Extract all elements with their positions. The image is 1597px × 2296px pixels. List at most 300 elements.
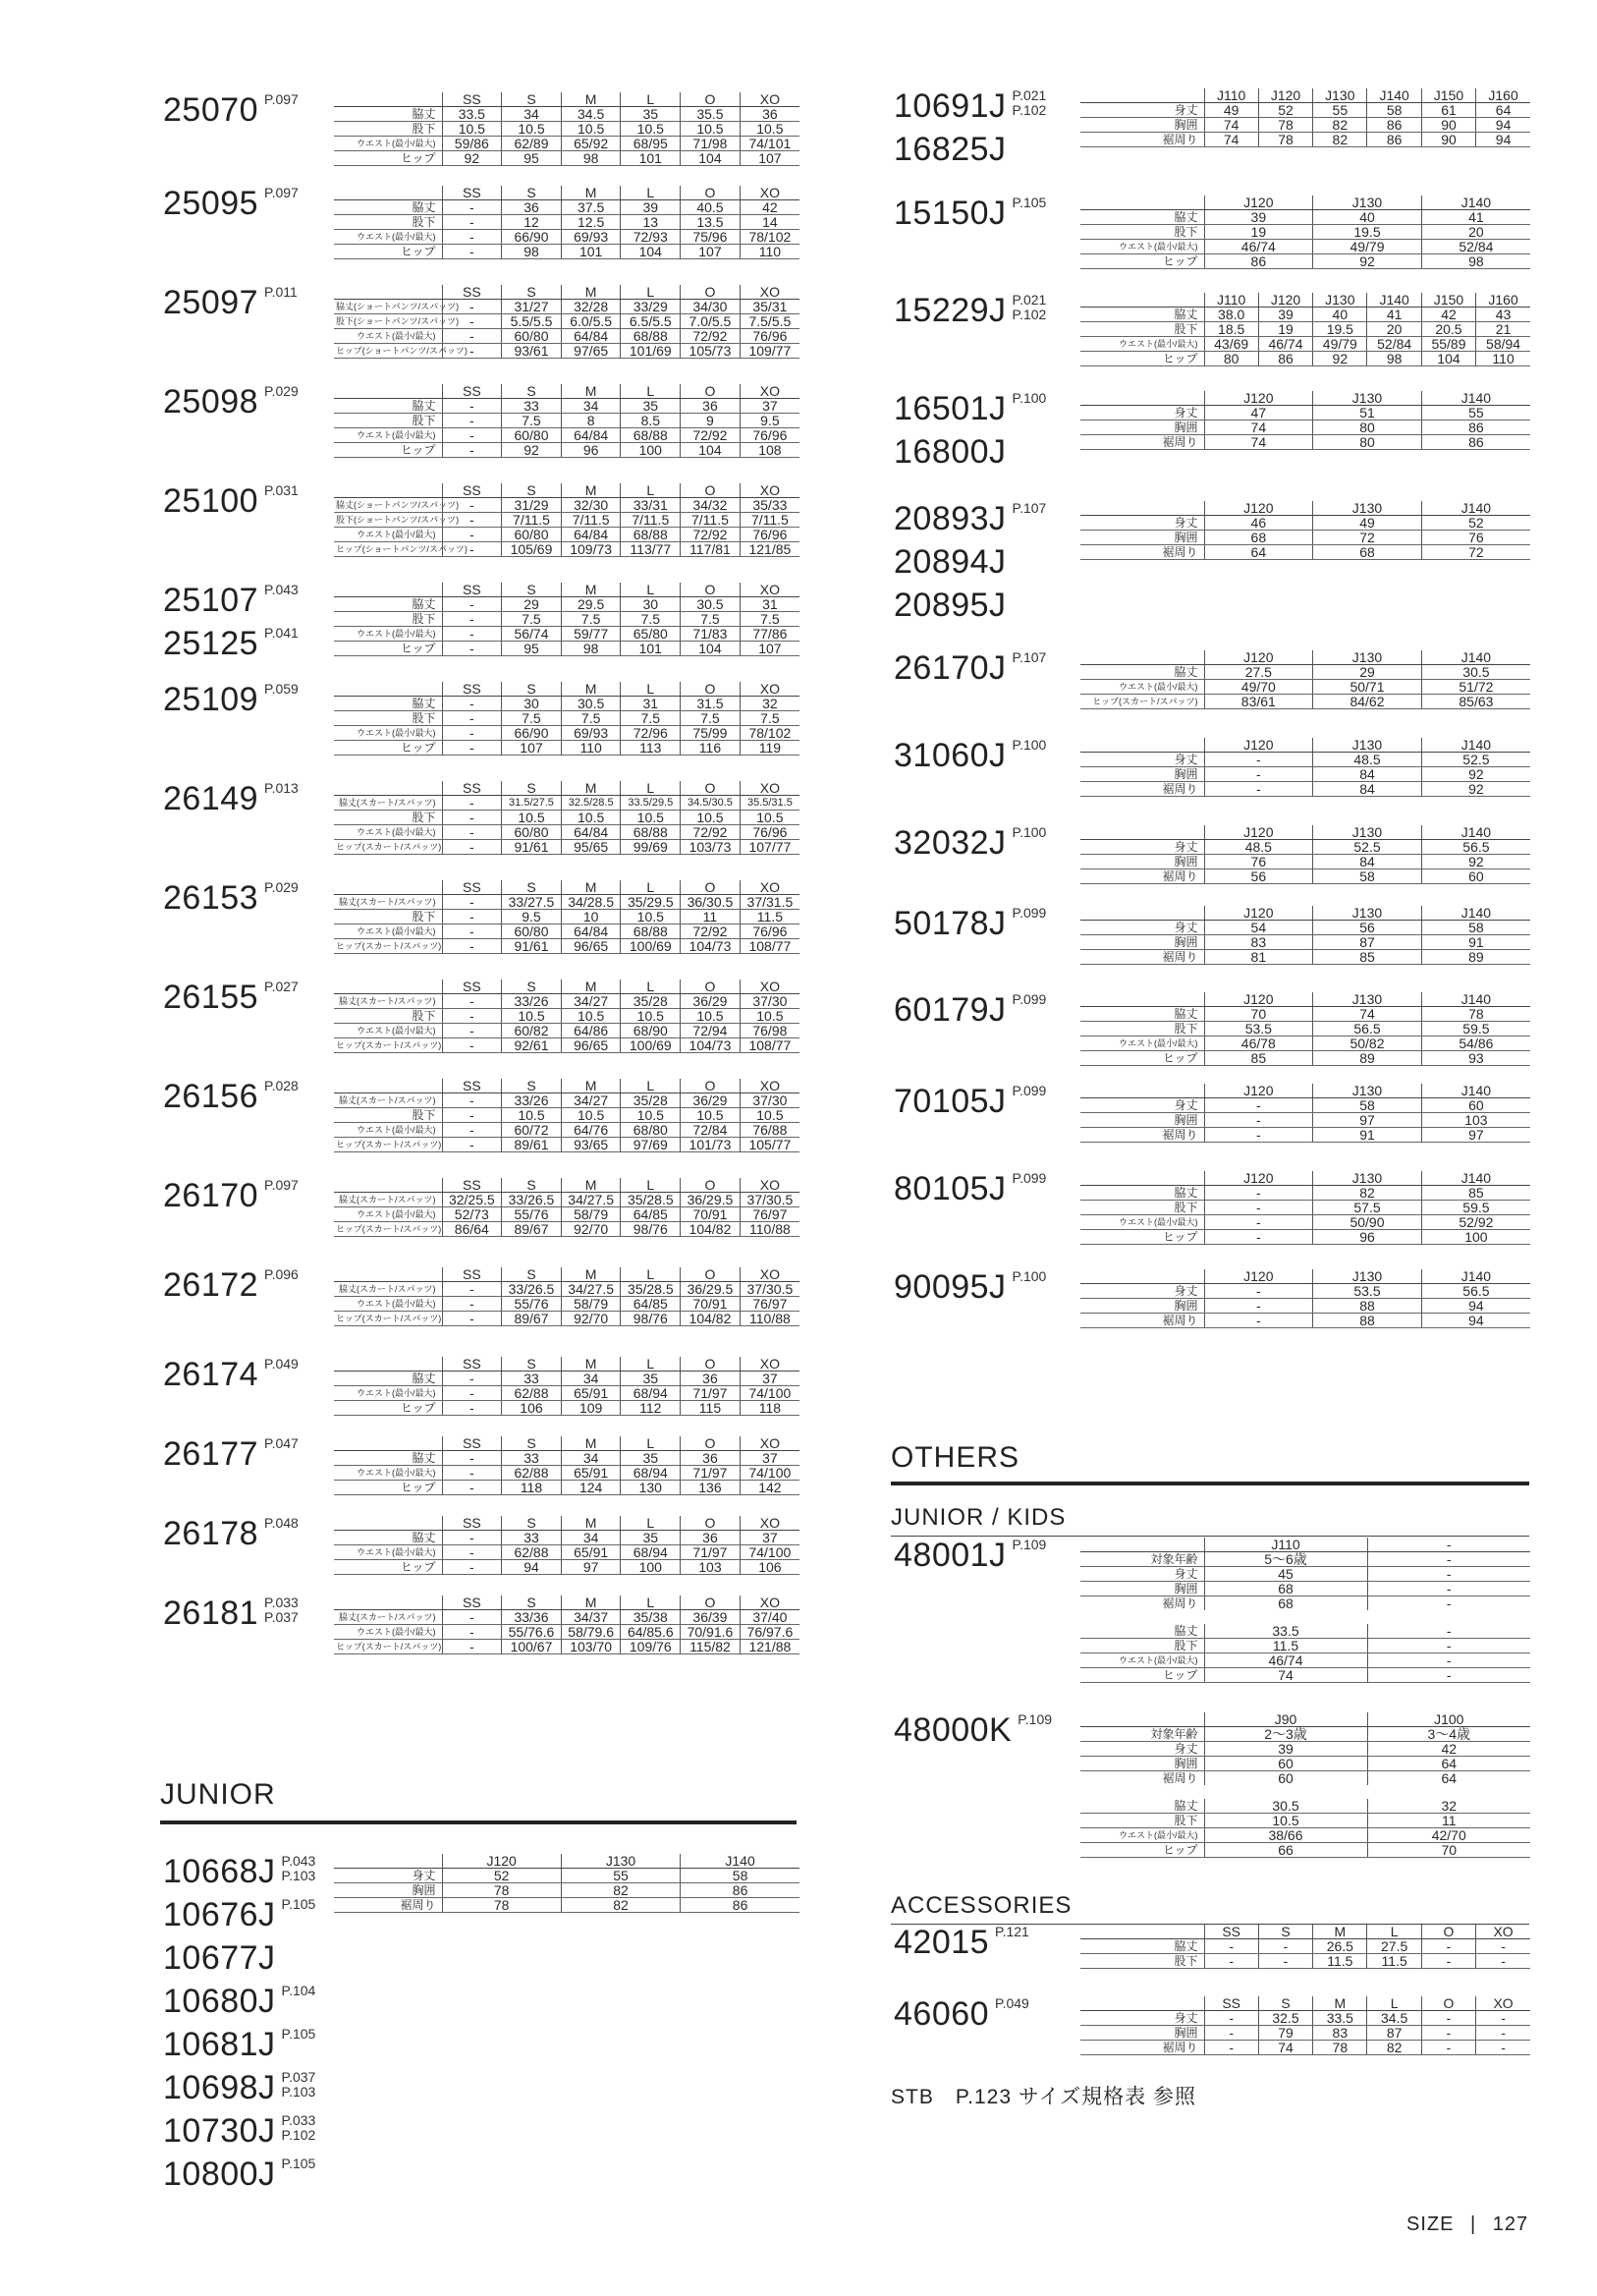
product-code: 10730J xyxy=(163,2112,276,2150)
size-header-cell: J140 xyxy=(1421,906,1530,921)
measurement-label: 対象年齢 xyxy=(1080,1727,1204,1742)
product-code: 25125 xyxy=(163,625,259,662)
measurement-value: 97/69 xyxy=(621,1138,681,1152)
measurement-row xyxy=(1080,935,1530,950)
measurement-value: 56/74 xyxy=(502,627,562,642)
measurement-value: 121/85 xyxy=(740,542,799,557)
page-reference-group xyxy=(264,1596,299,1625)
page-reference-group xyxy=(1013,825,1047,840)
measurement-value: 107 xyxy=(681,245,741,259)
measurement-value: 7.5 xyxy=(502,711,562,726)
measurement-value: 118 xyxy=(740,1401,799,1416)
measurement-value: 50/90 xyxy=(1313,1215,1422,1230)
measurement-value: 9.5 xyxy=(740,414,799,428)
product-code: 26149 xyxy=(163,780,259,817)
measurement-value: - xyxy=(442,1401,502,1416)
measurement-value: 90 xyxy=(1421,133,1475,147)
product-code-line xyxy=(163,1938,315,1982)
page-reference-group xyxy=(264,384,299,399)
product-code: 48001J xyxy=(894,1537,1007,1574)
measurement-value: 75/96 xyxy=(681,230,741,245)
measurement-value: 104/73 xyxy=(681,939,741,954)
size-header-row xyxy=(1080,1925,1530,1939)
measurement-label: 股下 xyxy=(1080,1814,1204,1828)
size-header-cell: J140 xyxy=(1421,738,1530,753)
measurement-value: - xyxy=(442,443,502,458)
product-code: 26177 xyxy=(163,1435,259,1473)
size-table xyxy=(334,1436,799,1495)
size-header-cell: J110 xyxy=(1204,293,1258,308)
size-header-cell: L xyxy=(621,781,681,796)
measurement-value: 93/65 xyxy=(561,1138,621,1152)
size-header-cell: O xyxy=(681,1079,741,1093)
size-header-cell: J140 xyxy=(1421,196,1530,210)
measurement-label: 脇丈(スカート/スパッツ) xyxy=(334,1282,442,1297)
size-header-cell: L xyxy=(621,1267,681,1282)
measurement-value: 75/99 xyxy=(681,726,741,741)
measurement-value: 103 xyxy=(681,1560,741,1575)
product-code-line xyxy=(894,194,1046,237)
measurement-value: - xyxy=(442,1625,502,1640)
measurement-value: 41 xyxy=(1367,308,1421,322)
header-spacer xyxy=(1080,196,1204,210)
product-code-line xyxy=(163,1265,299,1309)
measurement-row xyxy=(1080,869,1530,884)
size-header-cell: J110 xyxy=(1204,1538,1367,1552)
measurement-value: 78/102 xyxy=(740,726,799,741)
measurement-row xyxy=(334,1481,799,1495)
section-rule-others xyxy=(891,1482,1529,1485)
measurement-row xyxy=(334,329,799,344)
measurement-label: 胸囲 xyxy=(1080,935,1204,950)
measurement-value: - xyxy=(1258,1954,1312,1969)
measurement-value: 42 xyxy=(1367,1742,1530,1757)
product-code-line xyxy=(894,1536,1046,1579)
header-spacer xyxy=(334,583,442,597)
measurement-value: 34/27.5 xyxy=(561,1193,621,1207)
measurement-value: 100 xyxy=(621,1560,681,1575)
measurement-label: ヒップ xyxy=(1080,352,1204,366)
measurement-value: 10.5 xyxy=(621,1009,681,1024)
measurement-value: 46/78 xyxy=(1204,1036,1313,1051)
size-header-cell: L xyxy=(621,186,681,200)
size-header-cell: J120 xyxy=(1258,293,1312,308)
section-title-junior-kids: JUNIOR / KIDS xyxy=(891,1504,1067,1531)
measurement-value: 46/74 xyxy=(1204,240,1313,254)
measurement-value: 9 xyxy=(681,414,741,428)
measurement-row xyxy=(1080,2041,1530,2055)
measurement-row xyxy=(1080,337,1530,352)
measurement-row xyxy=(1080,695,1530,709)
measurement-value: 36/29 xyxy=(681,994,741,1009)
size-header-cell: O xyxy=(681,186,741,200)
measurement-value: 50/71 xyxy=(1313,680,1422,695)
product-code-line xyxy=(163,1895,315,1938)
size-header-cell: S xyxy=(502,781,562,796)
size-header-cell: L xyxy=(1367,1996,1421,2011)
header-spacer xyxy=(334,1178,442,1193)
measurement-value: - xyxy=(1204,1314,1313,1328)
measurement-label: ヒップ(スカート/スパッツ) xyxy=(334,840,442,855)
product-code-line xyxy=(163,2025,315,2068)
size-header-cell: J140 xyxy=(1421,992,1530,1007)
size-header-cell: SS xyxy=(1204,1996,1258,2011)
measurement-value: 33.5 xyxy=(1204,1617,1367,1639)
measurement-label: 脇丈 xyxy=(334,1451,442,1466)
measurement-value: 109 xyxy=(561,1401,621,1416)
measurement-value: 52.5 xyxy=(1421,753,1530,767)
measurement-value: 87 xyxy=(1367,2026,1421,2041)
measurement-value: - xyxy=(1367,1668,1530,1683)
measurement-value: - xyxy=(442,245,502,259)
measurement-row xyxy=(334,1138,799,1152)
measurement-value: 108/77 xyxy=(740,1038,799,1053)
measurement-value: - xyxy=(1421,2026,1475,2041)
measurement-row xyxy=(334,399,799,414)
measurement-row xyxy=(1080,1036,1530,1051)
size-header-cell: J90 xyxy=(1204,1712,1367,1727)
product-code-line xyxy=(163,878,299,922)
measurement-value: 117/81 xyxy=(681,542,741,557)
measurement-value: - xyxy=(442,1038,502,1053)
measurement-value: 21 xyxy=(1476,322,1530,337)
size-header-cell: SS xyxy=(1204,1925,1258,1939)
measurement-label: ヒップ(スカート/スパッツ) xyxy=(334,1222,442,1237)
measurement-value: 51/72 xyxy=(1421,680,1530,695)
product-code-line xyxy=(163,2111,315,2155)
measurement-label: 裾周り xyxy=(1080,1128,1204,1143)
measurement-row xyxy=(1080,1215,1530,1230)
product-code: 25100 xyxy=(163,482,259,520)
measurement-row xyxy=(334,1401,799,1416)
measurement-row xyxy=(334,1466,799,1481)
product-code: 16825J xyxy=(894,131,1007,168)
measurement-label: ヒップ(スカート/スパッツ) xyxy=(334,1312,442,1326)
size-header-cell: O xyxy=(681,682,741,697)
measurement-value: 37/30 xyxy=(740,1093,799,1108)
size-header-cell: O xyxy=(681,1596,741,1610)
measurement-value: - xyxy=(1367,1639,1530,1653)
product-code: 90095J xyxy=(894,1268,1007,1306)
size-header-cell: M xyxy=(561,1436,621,1451)
measurement-row xyxy=(1080,1939,1530,1954)
page-reference-group xyxy=(264,980,299,994)
measurement-value: 31.5/27.5 xyxy=(502,796,562,811)
measurement-label: 股下 xyxy=(1080,1201,1204,1215)
size-header-cell: L xyxy=(621,92,681,107)
product-code: 70105J xyxy=(894,1083,1007,1120)
page-reference-group xyxy=(282,1984,316,1998)
size-table xyxy=(1080,1084,1530,1143)
measurement-row xyxy=(1080,1668,1530,1683)
product-code-line xyxy=(163,283,298,326)
measurement-row xyxy=(1080,133,1530,147)
size-header-row xyxy=(334,1267,799,1282)
header-spacer xyxy=(334,1079,442,1093)
measurement-row xyxy=(1080,2026,1530,2041)
size-header-cell: J130 xyxy=(1313,1171,1422,1186)
page-reference: P.043 xyxy=(264,582,299,597)
product-code-group xyxy=(894,194,1046,237)
measurement-row xyxy=(1080,1639,1530,1653)
measurement-value: - xyxy=(442,1297,502,1312)
measurement-value: 70 xyxy=(1204,1007,1313,1022)
size-header-cell: XO xyxy=(1476,1925,1530,1939)
size-table xyxy=(1080,1538,1530,1683)
measurement-value: - xyxy=(442,428,502,443)
measurement-value: 36/29.5 xyxy=(681,1282,741,1297)
header-spacer xyxy=(334,682,442,697)
measurement-label: ヒップ xyxy=(334,1560,442,1575)
product-code: 80105J xyxy=(894,1170,1007,1207)
measurement-label: 胸囲 xyxy=(1080,1299,1204,1314)
measurement-value: 60/72 xyxy=(502,1123,562,1138)
measurement-value: - xyxy=(1204,1230,1313,1245)
measurement-value: 94 xyxy=(1476,118,1530,133)
measurement-value: 32/28 xyxy=(561,300,621,314)
size-header-row xyxy=(1080,906,1530,921)
header-spacer xyxy=(334,1596,442,1610)
product-code-group xyxy=(894,1169,1046,1212)
size-header-cell: SS xyxy=(442,682,502,697)
measurement-value: 78 xyxy=(1313,2041,1367,2055)
page-reference: P.013 xyxy=(264,780,299,796)
page-reference-group xyxy=(1013,1171,1047,1186)
size-header-cell: M xyxy=(561,1079,621,1093)
size-header-cell: J130 xyxy=(1313,196,1422,210)
measurement-row xyxy=(334,542,799,557)
measurement-value: 34/27 xyxy=(561,1093,621,1108)
measurement-value: 74/101 xyxy=(740,137,799,151)
measurement-label: 脇丈(スカート/スパッツ) xyxy=(334,895,442,910)
page-reference: P.100 xyxy=(1012,824,1047,840)
measurement-value: 36 xyxy=(740,107,799,122)
page-reference-group xyxy=(1013,391,1047,406)
measurement-value: 37/30 xyxy=(740,994,799,1009)
product-code-line xyxy=(163,1982,315,2025)
header-spacer xyxy=(334,1357,442,1372)
size-table xyxy=(1080,501,1530,560)
measurement-value: 104/82 xyxy=(681,1312,741,1326)
measurement-value: 100 xyxy=(621,443,681,458)
measurement-value: 7/11.5 xyxy=(561,513,621,528)
size-header-cell: M xyxy=(561,880,621,895)
size-header-cell: SS xyxy=(442,285,502,300)
size-table xyxy=(1080,1925,1530,1969)
page-reference: P.099 xyxy=(1012,1170,1047,1186)
measurement-value: 64 xyxy=(1204,545,1313,560)
measurement-label: 股下 xyxy=(334,711,442,726)
measurement-row xyxy=(334,1108,799,1123)
measurement-label: 胸囲 xyxy=(1080,2026,1204,2041)
measurement-label: ウエスト(最小/最大) xyxy=(334,329,442,344)
measurement-value: 7/11.5 xyxy=(621,513,681,528)
measurement-value: 68/94 xyxy=(621,1386,681,1401)
measurement-value: - xyxy=(442,1531,502,1545)
measurement-value: 36/30.5 xyxy=(681,895,741,910)
measurement-value: 74/100 xyxy=(740,1386,799,1401)
measurement-value: 98 xyxy=(1367,352,1421,366)
measurement-value: 71/97 xyxy=(681,1386,741,1401)
size-header-cell: J130 xyxy=(1313,650,1422,665)
size-header-cell: SS xyxy=(442,1178,502,1193)
size-header-cell: S xyxy=(502,583,562,597)
measurement-row xyxy=(334,1038,799,1053)
measurement-value: 38/66 xyxy=(1204,1828,1367,1843)
measurement-value: - xyxy=(1367,1582,1530,1596)
size-header-cell: M xyxy=(561,583,621,597)
measurement-row xyxy=(1080,254,1530,269)
size-header-cell: L xyxy=(621,1436,681,1451)
measurement-label: ヒップ xyxy=(1080,254,1204,269)
page-reference: P.102 xyxy=(1012,307,1047,322)
measurement-label: ウエスト(最小/最大) xyxy=(334,230,442,245)
product-code: 26155 xyxy=(163,979,259,1016)
page-reference-group xyxy=(1018,1712,1052,1727)
measurement-row xyxy=(334,1207,799,1222)
measurement-label: ヒップ xyxy=(334,443,442,458)
measurement-value: 39 xyxy=(621,200,681,215)
measurement-value: 35/28.5 xyxy=(621,1193,681,1207)
measurement-value: 34 xyxy=(502,107,562,122)
measurement-value: 34 xyxy=(561,1531,621,1545)
size-header-row xyxy=(1080,1269,1530,1284)
measurement-value: 92 xyxy=(442,151,502,166)
measurement-value: 93/61 xyxy=(502,344,562,359)
product-code-group xyxy=(894,736,1046,779)
measurement-label: ヒップ(スカート/スパッツ) xyxy=(334,939,442,954)
product-code-line xyxy=(163,90,299,134)
measurement-value: 33.5 xyxy=(1313,2011,1367,2026)
size-header-cell: J130 xyxy=(1313,293,1367,308)
measurement-label: 脇丈 xyxy=(334,1372,442,1386)
size-header-row xyxy=(334,285,799,300)
measurement-value: 65/91 xyxy=(561,1466,621,1481)
measurement-value: - xyxy=(442,612,502,627)
measurement-value: 96 xyxy=(1313,1230,1422,1245)
size-header-row xyxy=(334,384,799,399)
measurement-row xyxy=(334,796,799,811)
measurement-value: - xyxy=(1204,1939,1258,1954)
header-spacer xyxy=(334,1854,442,1869)
measurement-value: 91 xyxy=(1421,935,1530,950)
measurement-value: 101/69 xyxy=(621,344,681,359)
size-header-cell: J120 xyxy=(442,1854,561,1869)
measurement-value: 55 xyxy=(1421,406,1530,420)
size-header-row xyxy=(1080,501,1530,516)
product-code: 50178J xyxy=(894,905,1007,942)
measurement-value: 33 xyxy=(502,1372,562,1386)
size-header-cell: L xyxy=(621,682,681,697)
measurement-row xyxy=(1080,1284,1530,1299)
header-spacer xyxy=(1080,1084,1204,1098)
measurement-label: 股下(ショートパンツ/スパッツ) xyxy=(334,513,442,528)
measurement-label: 股下(ショートパンツ/スパッツ) xyxy=(334,314,442,329)
size-table xyxy=(334,1357,799,1416)
measurement-value: - xyxy=(442,994,502,1009)
measurement-row xyxy=(334,1883,799,1898)
measurement-value: - xyxy=(442,939,502,954)
measurement-value: 98 xyxy=(561,151,621,166)
size-header-cell: M xyxy=(561,1267,621,1282)
size-header-cell: J110 xyxy=(1204,88,1258,103)
measurement-label: 脇丈 xyxy=(1080,665,1204,680)
measurement-value: 33/26 xyxy=(502,1093,562,1108)
product-code: 10800J xyxy=(163,2156,276,2193)
measurement-value: 85 xyxy=(1421,1186,1530,1201)
product-code: 25070 xyxy=(163,91,259,129)
measurement-value: 68/94 xyxy=(621,1545,681,1560)
product-code-line xyxy=(894,130,1046,173)
measurement-value: 87 xyxy=(1313,935,1422,950)
measurement-value: - xyxy=(1204,1113,1313,1128)
measurement-value: - xyxy=(442,1610,502,1625)
measurement-value: 118 xyxy=(502,1481,562,1495)
page-reference: P.097 xyxy=(264,185,299,200)
size-header-row xyxy=(334,682,799,697)
measurement-label: 胸囲 xyxy=(1080,1113,1204,1128)
measurement-value: 53.5 xyxy=(1204,1022,1313,1036)
measurement-label: ヒップ xyxy=(1080,1668,1204,1683)
measurement-label: ウエスト(最小/最大) xyxy=(334,1123,442,1138)
size-header-cell: J140 xyxy=(1421,825,1530,840)
measurement-value: 64/84 xyxy=(561,825,621,840)
measurement-value: 64 xyxy=(1367,1771,1530,1793)
product-code-group xyxy=(163,382,299,425)
product-code-group xyxy=(163,1265,299,1309)
page-reference: P.031 xyxy=(264,482,299,498)
measurement-value: 64/84 xyxy=(561,924,621,939)
page-reference: P.028 xyxy=(264,1078,299,1093)
measurement-value: 40 xyxy=(1313,210,1422,225)
measurement-row xyxy=(1080,210,1530,225)
measurement-label: 股下 xyxy=(1080,322,1204,337)
measurement-value: 72 xyxy=(1421,545,1530,560)
measurement-row xyxy=(1080,1727,1530,1742)
measurement-value: 58/79 xyxy=(561,1297,621,1312)
measurement-value: - xyxy=(1204,1098,1313,1113)
measurement-label: ヒップ xyxy=(1080,1051,1204,1066)
measurement-row xyxy=(1080,665,1530,680)
measurement-value: 40.5 xyxy=(681,200,741,215)
measurement-value: 49 xyxy=(1313,516,1422,531)
measurement-label: ウエスト(最小/最大) xyxy=(1080,1828,1204,1843)
size-header-cell: XO xyxy=(740,1267,799,1282)
measurement-value: 100 xyxy=(1421,1230,1530,1245)
measurement-value: 86 xyxy=(1258,352,1312,366)
product-code: 46060 xyxy=(894,1995,990,2033)
measurement-label: 脇丈 xyxy=(334,399,442,414)
measurement-value: 66/90 xyxy=(502,230,562,245)
page-reference: P.100 xyxy=(1012,1268,1047,1284)
measurement-row xyxy=(334,300,799,314)
size-table xyxy=(334,186,799,259)
product-code-group xyxy=(163,1594,299,1637)
measurement-value: 5〜6歳 xyxy=(1204,1552,1367,1567)
measurement-value: 112 xyxy=(621,1401,681,1416)
measurement-row xyxy=(1080,118,1530,133)
product-code-line xyxy=(163,1355,299,1398)
size-table xyxy=(334,980,799,1053)
measurement-value: 84 xyxy=(1313,855,1422,869)
measurement-label: 脇丈 xyxy=(334,200,442,215)
measurement-row xyxy=(334,924,799,939)
measurement-value: 60 xyxy=(1204,1757,1367,1771)
product-code-line xyxy=(894,542,1046,586)
size-table xyxy=(334,583,799,656)
measurement-row xyxy=(1080,950,1530,965)
measurement-label: 股下 xyxy=(334,122,442,137)
